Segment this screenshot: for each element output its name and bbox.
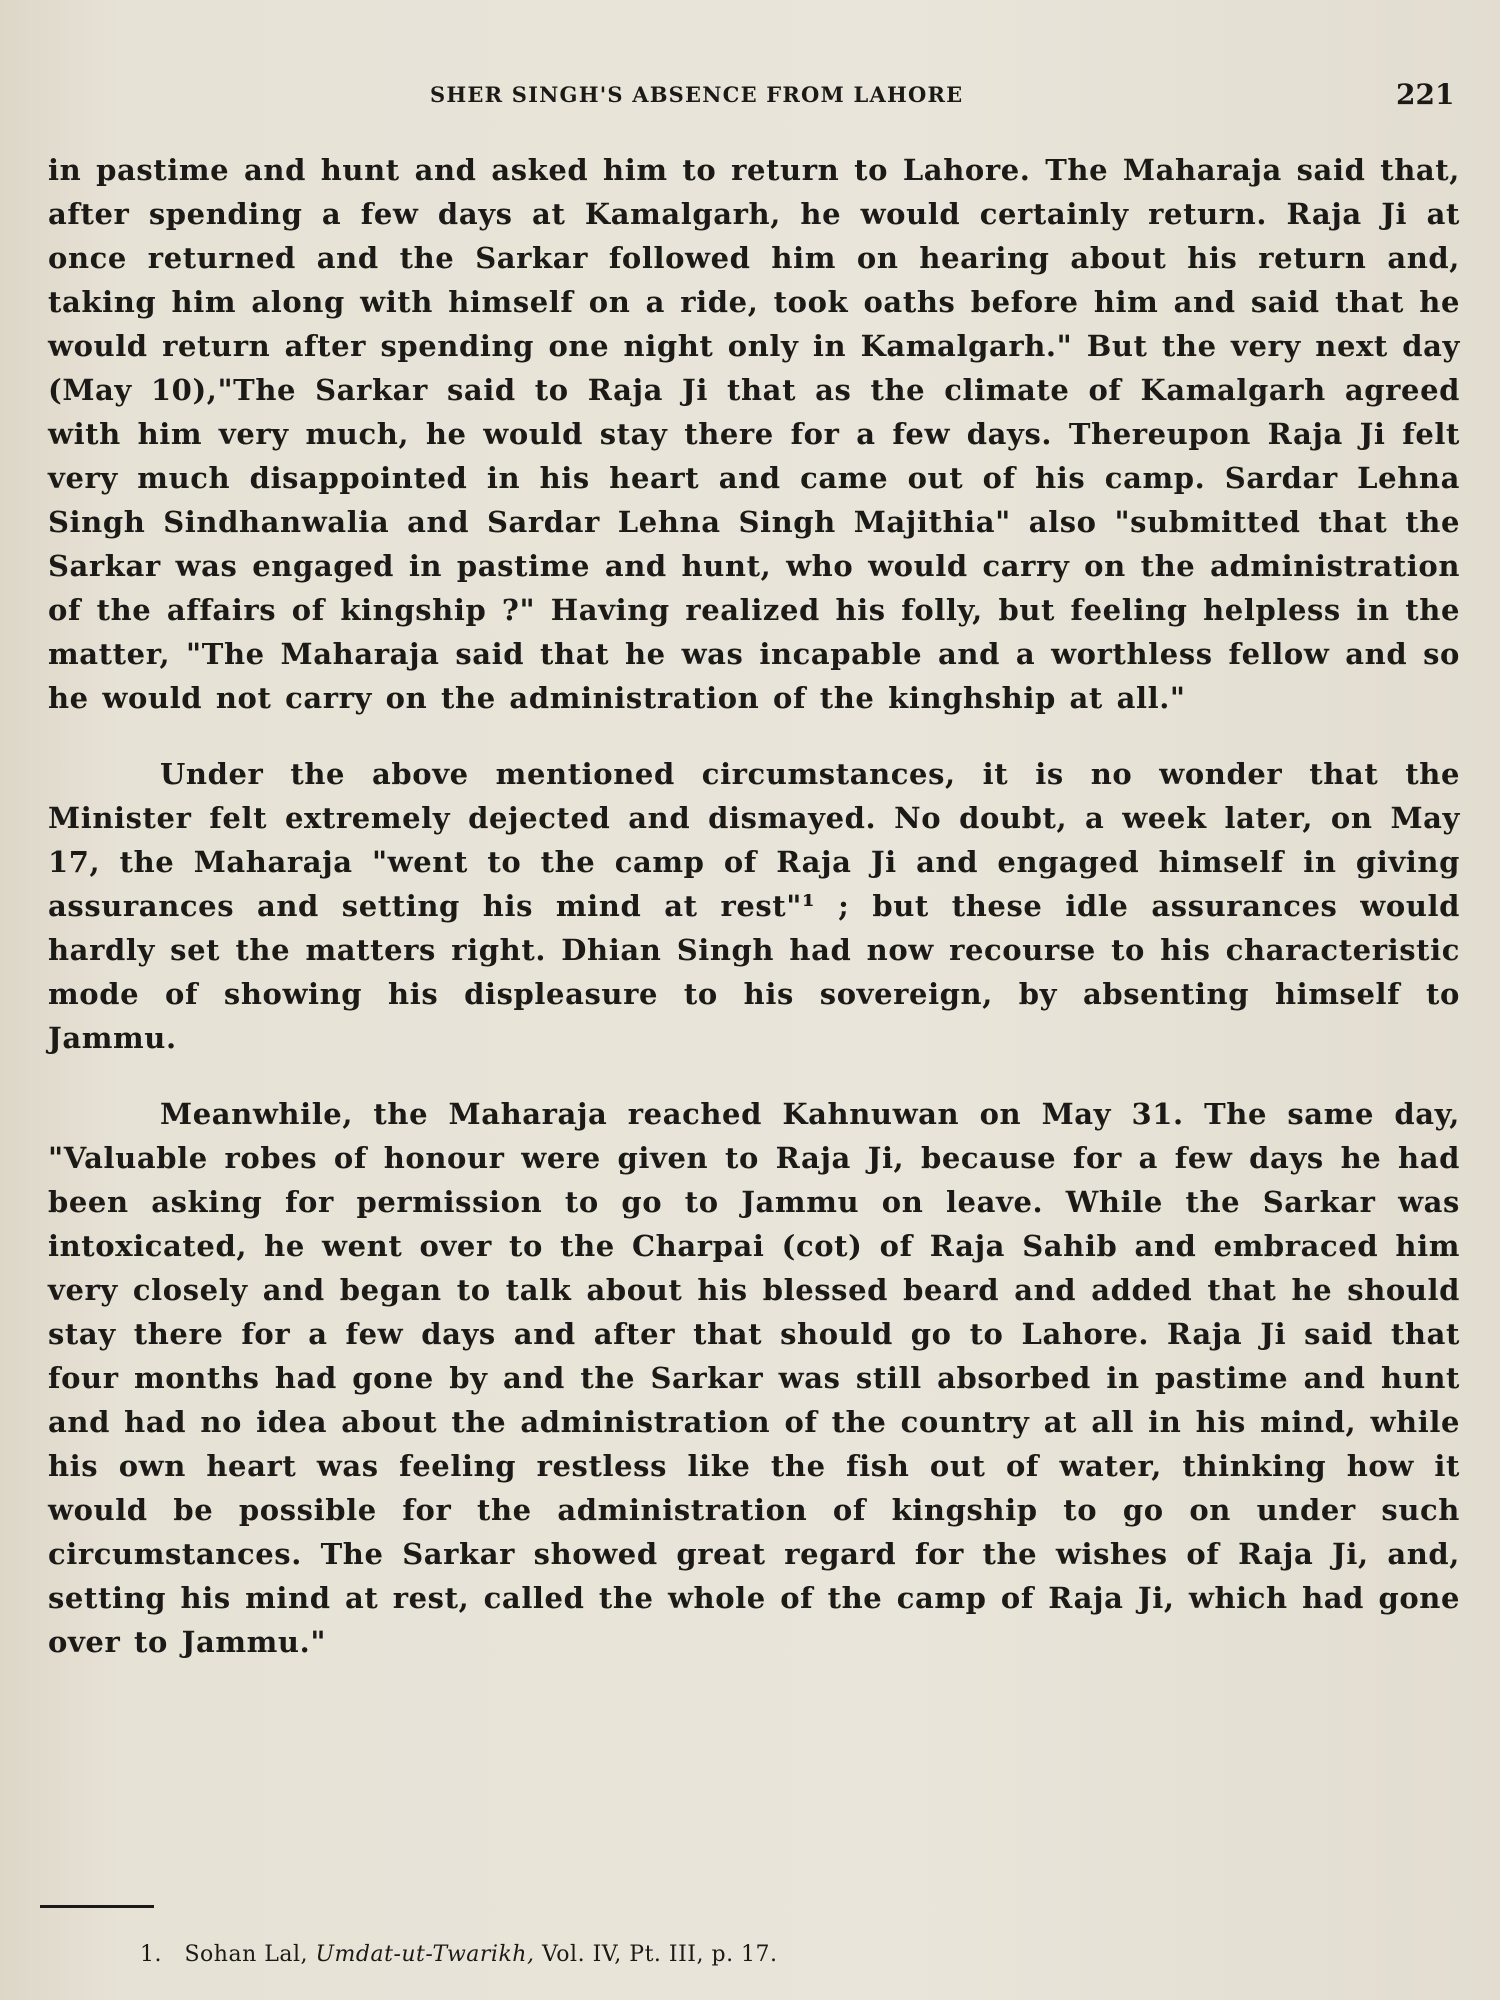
footnote-title: Umdat-ut-Twarikh, <box>315 1942 535 1967</box>
running-head <box>0 78 1500 118</box>
body-text <box>48 148 1460 1664</box>
paragraph-3: Meanwhile, the Maharaja reached Kahnuwan on May 31. The same day, "Valuable robes of honour were given to Raja Ji, because for a few days he had been asking for permission to go to Jammu on leave. While the Sarkar was intoxicated, he went over to the Charpai (cot) of Raja Sahib and embraced him very closely and began to talk about his blessed beard and added that he should stay there for a few days and after that should go to Lahore. Raja Ji said that four months had gone by and the Sarkar was still absorbed in pastime and hunt and had no idea about the administration of the country at all in his mind, while his own heart was feeling restless like the fish out of water, thinking how it would be possible for the administration of kingship to go on under such circumstances. The Sarkar showed great regard for the wishes of Raja Ji, and, setting his mind at rest, called the whole of the camp of Raja Ji, which had gone over to Jammu." <box>48 1097 1460 1659</box>
footnote-rule <box>40 1905 154 1908</box>
footnote-reference: Vol. IV, Pt. III, p. 17. <box>541 1942 778 1967</box>
footnote-author: Sohan Lal, <box>184 1942 309 1967</box>
paragraph-2: Under the above mentioned circumstances, it is no wonder that the Minister felt extremely dejected and dismayed. No doubt, a week later, on May 17, the Maharaja "went to the camp of Raja Ji and engaged himself in giving assurances and setting his mind at rest"¹ ; but these idle assurances would hardly set the matters right. Dhian Singh had now recourse to his characteristic mode of showing his displeasure to his sovereign, by absenting himself to Jammu. <box>48 757 1460 1055</box>
footnote-1 <box>140 1942 778 1967</box>
running-title: SHER SINGH'S ABSENCE FROM LAHORE <box>430 82 964 107</box>
paragraph-1: in pastime and hunt and asked him to return to Lahore. The Maharaja said that, after spending a few days at Kamalgarh, he would certainly return. Raja Ji at once returned and the Sarkar followed him on hearing about his return and, taking him along with himself on a ride, took oaths before him and said that he would return after spending one night only in Kamalgarh." But the very next day (May 10),"The Sarkar said to Raja Ji that as the climate of Kamalgarh agreed with him very much, he would stay there for a few days. Thereupon Raja Ji felt very much disappointed in his heart and came out of his camp. Sardar Lehna Singh Sindhanwalia and Sardar Lehna Singh Majithia" also "submitted that the Sarkar was engaged in pastime and hunt, who would carry on the administration of the affairs of kingship ?" Having realized his folly, but feeling helpless in the matter, "The Maharaja said that he was incapable and a worthless fellow and so he would not carry on the administration of the kinghship at all." <box>48 153 1460 715</box>
footnote-number: 1. <box>140 1942 162 1967</box>
page-number: 221 <box>1396 78 1455 111</box>
